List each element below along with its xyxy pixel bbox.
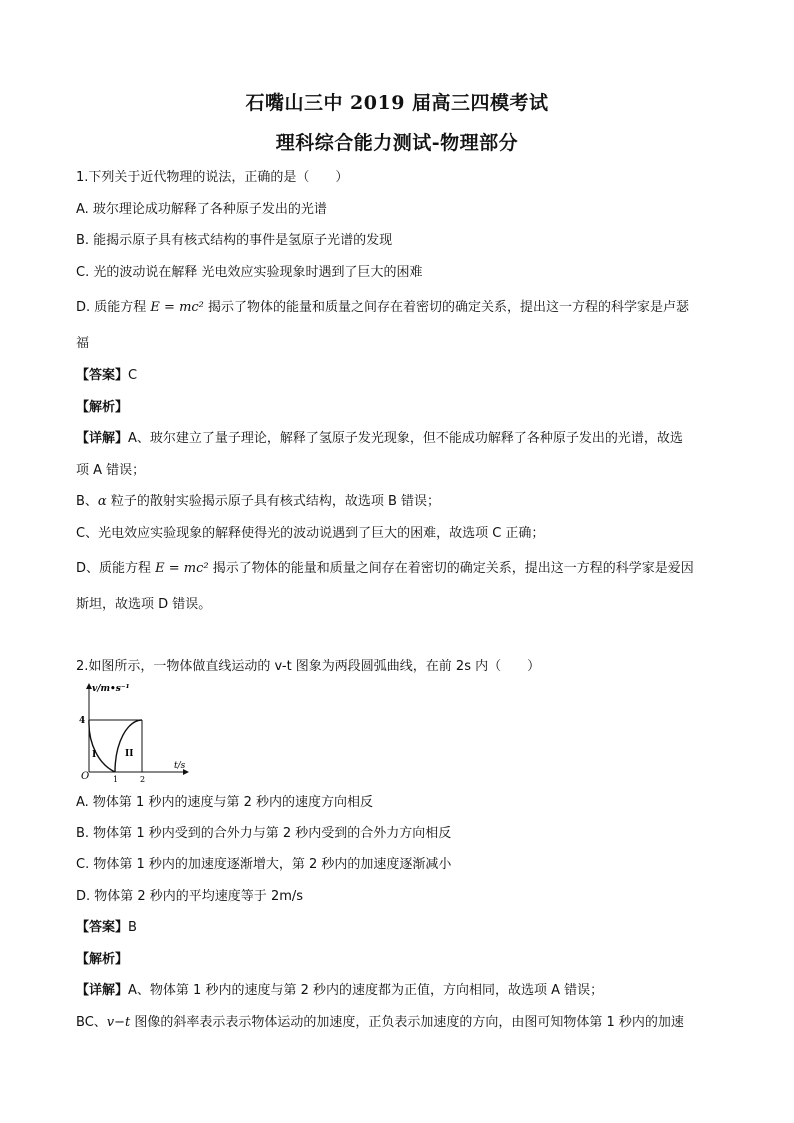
q2-stem: 2.如图所示，一物体做直线运动的 v-t 图象为两段圆弧曲线，在前 2s 内（ ） [76,659,541,674]
q1-detail-3: C、光电效应实验现象的解释使得光的波动说遇到了巨大的困难，故选项 C 正确； [76,526,545,541]
q1-detail-1 [76,427,683,446]
q2-option-b: B. 物体第 1 秒内受到的合外力与第 2 秒内受到的合外力方向相反 [76,826,452,841]
q2-option-c: C. 物体第 1 秒内的加速度逐渐增大，第 2 秒内的加速度逐渐减小 [76,857,452,872]
mass-energy-equation: E = mc² [150,300,204,315]
detail-text: 图像的斜率表示表示物体运动的加速度，正负表示加速度的方向，由图可知物体第 1 秒内的加速 [130,1015,684,1030]
detail-text: A、玻尔建立了量子理论，解释了氢原子发光现象，但不能成功解释了各种原子发出的光谱，故选 [128,431,683,446]
q1-detail-4-wrap: 斯坦，故选项 D 错误。 [76,597,212,612]
q2-answer [76,916,137,935]
y-tick-4: 4 [79,716,86,726]
detail-prefix: D、质能方程 [76,561,156,576]
q2-detail-1 [76,979,603,998]
q2-analysis-tag: 【解析】 [76,952,129,967]
exam-subtitle: 理科综合能力测试-物理部分 [275,132,519,154]
arc-segment-2 [115,720,142,772]
alpha-symbol: α [97,494,107,509]
mass-energy-equation: E = mc² [155,561,209,576]
answer-value: C [128,368,138,383]
detail-prefix: BC、 [76,1015,107,1030]
detail-text: 粒子的散射实验揭示原子具有核式结构，故选项 B 错误； [106,494,441,509]
q1-detail-2 [76,490,440,509]
region-label-2: II [125,749,134,759]
q1-answer [76,364,137,383]
x-tick-1: 1 [113,775,119,783]
origin-label: O [81,771,90,782]
q1-option-d-prefix: D. 质能方程 [76,300,151,315]
x-tick-2: 2 [140,775,146,783]
y-axis-label: v/m•s⁻¹ [92,684,130,694]
q2-option-d: D. 物体第 2 秒内的平均速度等于 2m/s [76,889,304,904]
detail-text: 揭示了物体的能量和质量之间存在着密切的确定关系，提出这一方程的科学家是爱因 [208,561,694,576]
region-label-1: I [92,750,97,760]
q1-option-b: B. 能揭示原子具有核式结构的事件是氢原子光谱的发现 [76,233,393,248]
q1-analysis-tag: 【解析】 [76,400,129,415]
x-axis-label: t/s [174,761,186,771]
exam-title: 石嘴山三中 2019 届高三四模考试 [245,92,549,114]
answer-tag: 【答案】 [76,368,129,383]
q1-option-d-text: 揭示了物体的能量和质量之间存在着密切的确定关系，提出这一方程的科学家是卢瑟 [203,300,690,315]
q1-option-c: C. 光的波动说在解释 光电效应实验现象时遇到了巨大的困难 [76,265,423,280]
q1-option-d-wrap: 福 [76,336,90,351]
detail-tag: 【详解】 [76,431,129,446]
q1-option-a: A. 玻尔理论成功解释了各种原子发出的光谱 [76,202,327,217]
answer-tag: 【答案】 [76,920,129,935]
q1-detail-1-wrap: 项 A 错误； [76,463,146,478]
detail-prefix: B、 [76,494,98,509]
detail-tag: 【详解】 [76,983,129,998]
q1-detail-4 [76,557,694,576]
q1-option-d [76,296,689,315]
detail-text: A、物体第 1 秒内的速度与第 2 秒内的速度都为正值，方向相同，故选项 A 错误； [128,983,604,998]
arc-segment-1 [89,720,115,772]
q1-stem: 1.下列关于近代物理的说法，正确的是（ ） [76,170,349,185]
answer-value: B [128,920,137,935]
q2-detail-2 [76,1011,684,1030]
vt-graph [76,678,196,783]
vt-symbol: v−t [106,1015,131,1030]
q2-option-a: A. 物体第 1 秒内的速度与第 2 秒内的速度方向相反 [76,795,374,810]
